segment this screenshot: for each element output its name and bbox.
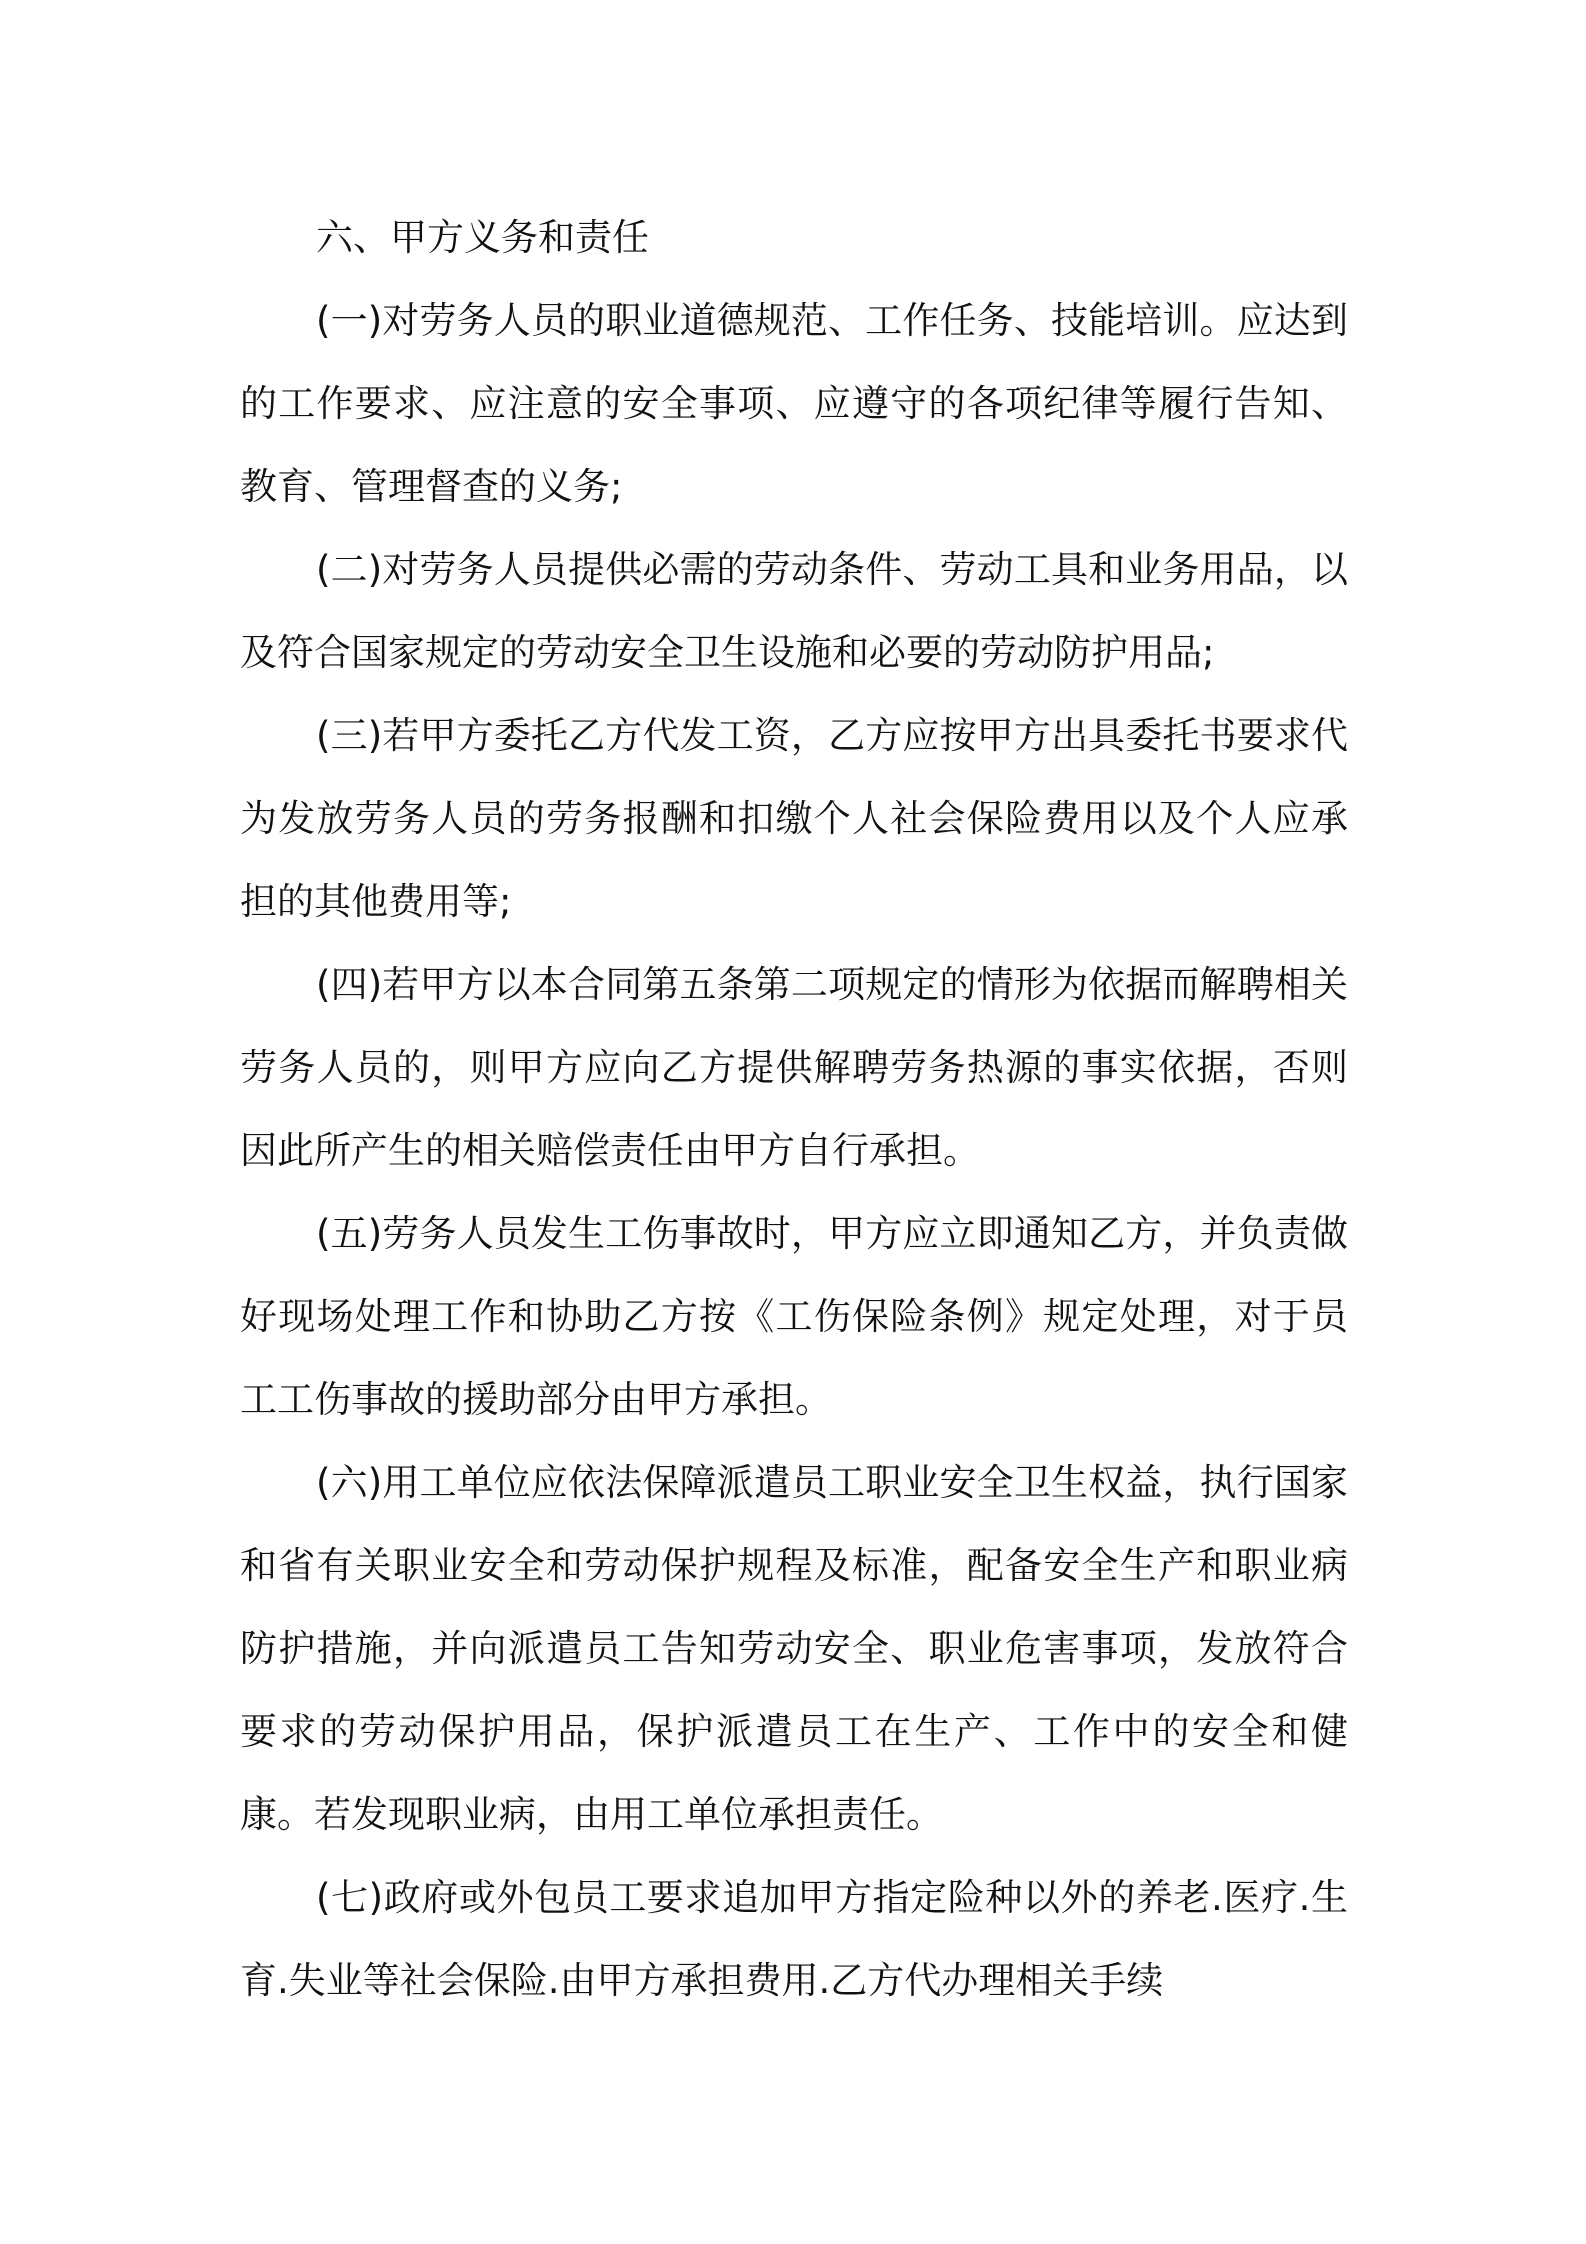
clause-3: (三)若甲方委托乙方代发工资，乙方应按甲方出具委托书要求代为发放劳务人员的劳务报酬和扣缴个人社会保险费用以及个人应承担的其他费用等; (240, 714, 1348, 923)
clause-4: (四)若甲方以本合同第五条第二项规定的情形为依据而解聘相关劳务人员的，则甲方应向乙方提供解聘劳务热源的事实依据，否则因此所产生的相关赔偿责任由甲方自行承担。 (240, 963, 1348, 1172)
clause-7: (七)政府或外包员工要求追加甲方指定险种以外的养老.医疗.生育.失业等社会保险.由甲方承担费用.乙方代办理相关手续 (240, 1876, 1348, 2002)
section-title: 六、甲方义务和责任 (316, 216, 649, 259)
clause-1: (一)对劳务人员的职业道德规范、工作任务、技能培训。应达到的工作要求、应注意的安全事项、应遵守的各项纪律等履行告知、教育、管理督查的义务; (240, 299, 1348, 508)
clause-6: (六)用工单位应依法保障派遣员工职业安全卫生权益，执行国家和省有关职业安全和劳动保护规程及标准，配备安全生产和职业病防护措施，并向派遣员工告知劳动安全、职业危害事项，发放符合要求的劳动保护用品，保护派遣员工在生产、工作中的安全和健康。若发现职业病，由用工单位承担责任。 (240, 1461, 1348, 1836)
clause-5: (五)劳务人员发生工伤事故时，甲方应立即通知乙方，并负责做好现场处理工作和协助乙方按《工伤保险条例》规定处理，对于员工工伤事故的援助部分由甲方承担。 (240, 1212, 1348, 1421)
clause-2: (二)对劳务人员提供必需的劳动条件、劳动工具和业务用品，以及符合国家规定的劳动安全卫生设施和必要的劳动防护用品; (240, 548, 1348, 674)
document-body (240, 196, 1348, 2022)
